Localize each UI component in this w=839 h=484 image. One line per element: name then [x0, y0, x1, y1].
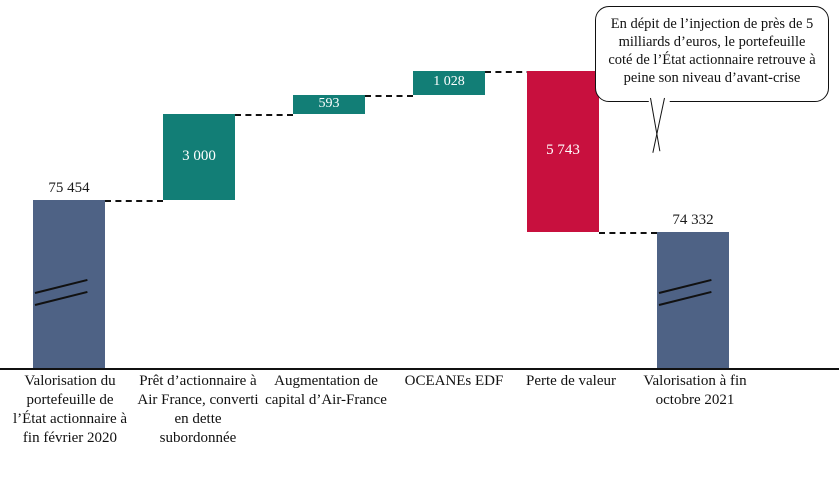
connector-1 [105, 200, 163, 202]
category-label-augmentation-capital: Augmentation de capital d’Air-France [265, 373, 387, 408]
axis-break-mark [659, 292, 711, 318]
connector-5 [599, 232, 657, 234]
category-label-perte-de-valeur: Perte de valeur [526, 373, 616, 389]
category-label-pret-actionnaire-air-france: Prêt d’actionnaire à Air France, converti en dette subordonnée [137, 373, 259, 446]
bar-value-label: 74 332 [672, 212, 714, 228]
axis-break-mark [35, 292, 87, 318]
annotation-callout: En dépit de l’injection de près de 5 milliards d’euros, le portefeuille coté de l’État actionnaire retrouve à peine son niveau d’avant-crise [595, 6, 829, 102]
bar-value-label: 3 000 [182, 148, 216, 164]
category-label-oceanes-edf: OCEANEs EDF [404, 373, 504, 389]
bar-value-label: 593 [318, 96, 340, 111]
connector-2 [235, 114, 293, 116]
bar-value-label: 75 454 [48, 180, 90, 196]
axis-baseline [0, 368, 839, 370]
bar-value-label: 5 743 [546, 142, 580, 158]
bar-value-label: 1 028 [433, 74, 465, 89]
category-label-valorisation-octobre-2021: Valorisation à fin octobre 2021 [643, 373, 747, 408]
connector-3 [365, 95, 413, 97]
category-label-valorisation-fevrier-2020: Valorisation du portefeuille de l’État actionnaire à fin février 2020 [12, 373, 128, 446]
